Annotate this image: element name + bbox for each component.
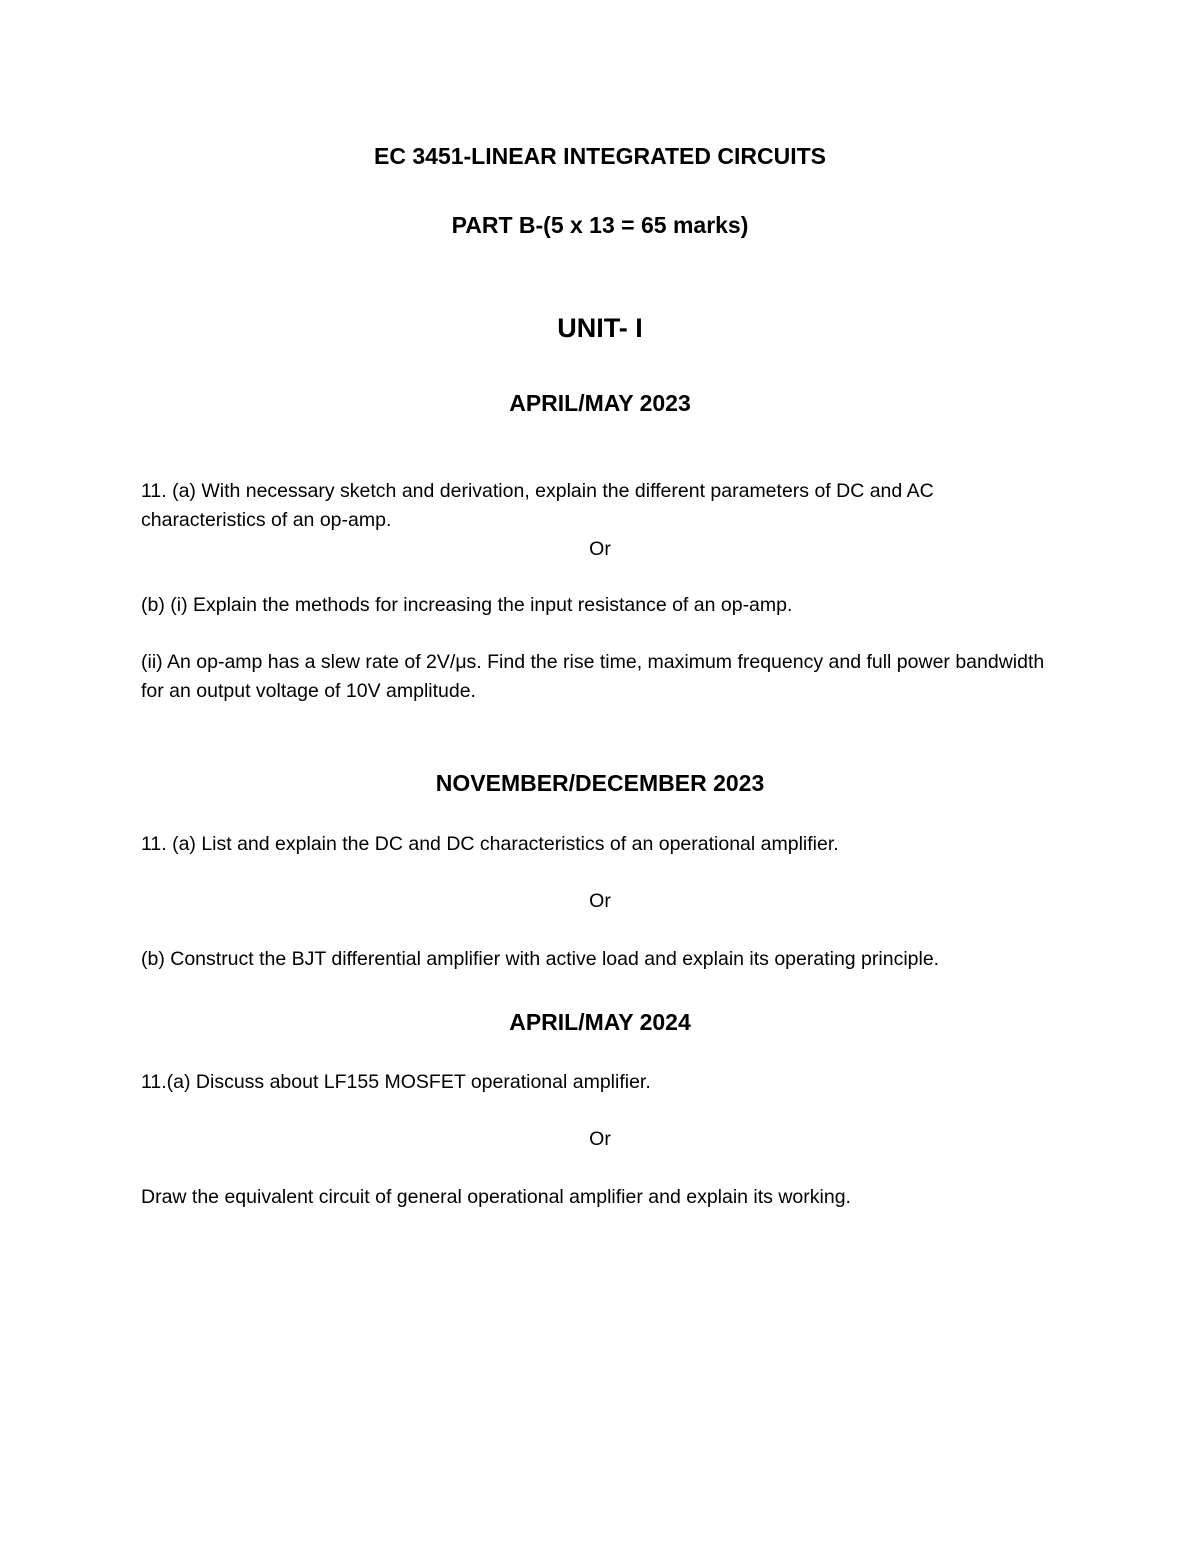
question-11b-nov-dec-2023: (b) Construct the BJT differential amplifier with active load and explain its operating principle. — [141, 948, 940, 970]
question-11b-ii-april-may-2023: (ii) An op-amp has a slew rate of 2V/μs. Find the rise time, maximum frequency and full power bandwidth for an output voltage of 10V amplitude. — [141, 651, 1045, 702]
section-heading-april-may-2023: APRIL/MAY 2023 — [509, 390, 691, 416]
course-title: EC 3451-LINEAR INTEGRATED CIRCUITS — [374, 143, 826, 169]
question-11b-i-april-may-2023: (b) (i) Explain the methods for increasing the input resistance of an op-amp. — [141, 594, 793, 616]
question-11a-april-may-2023: 11. (a) With necessary sketch and derivation, explain the different parameters of DC and AC characteristics of an op-amp. — [141, 480, 934, 531]
unit-heading: UNIT- I — [557, 313, 643, 343]
or-separator: Or — [589, 538, 611, 560]
or-separator: Or — [589, 890, 611, 912]
question-11b-april-may-2024: Draw the equivalent circuit of general operational amplifier and explain its working. — [141, 1186, 851, 1208]
question-11a-april-may-2024: 11.(a) Discuss about LF155 MOSFET operational amplifier. — [141, 1071, 651, 1093]
section-heading-april-may-2024: APRIL/MAY 2024 — [509, 1009, 691, 1035]
or-separator: Or — [589, 1128, 611, 1150]
section-heading-nov-dec-2023: NOVEMBER/DECEMBER 2023 — [435, 770, 765, 796]
part-heading: PART B-(5 x 13 = 65 marks) — [451, 212, 749, 238]
question-11a-nov-dec-2023: 11. (a) List and explain the DC and DC characteristics of an operational amplifier. — [141, 833, 839, 855]
